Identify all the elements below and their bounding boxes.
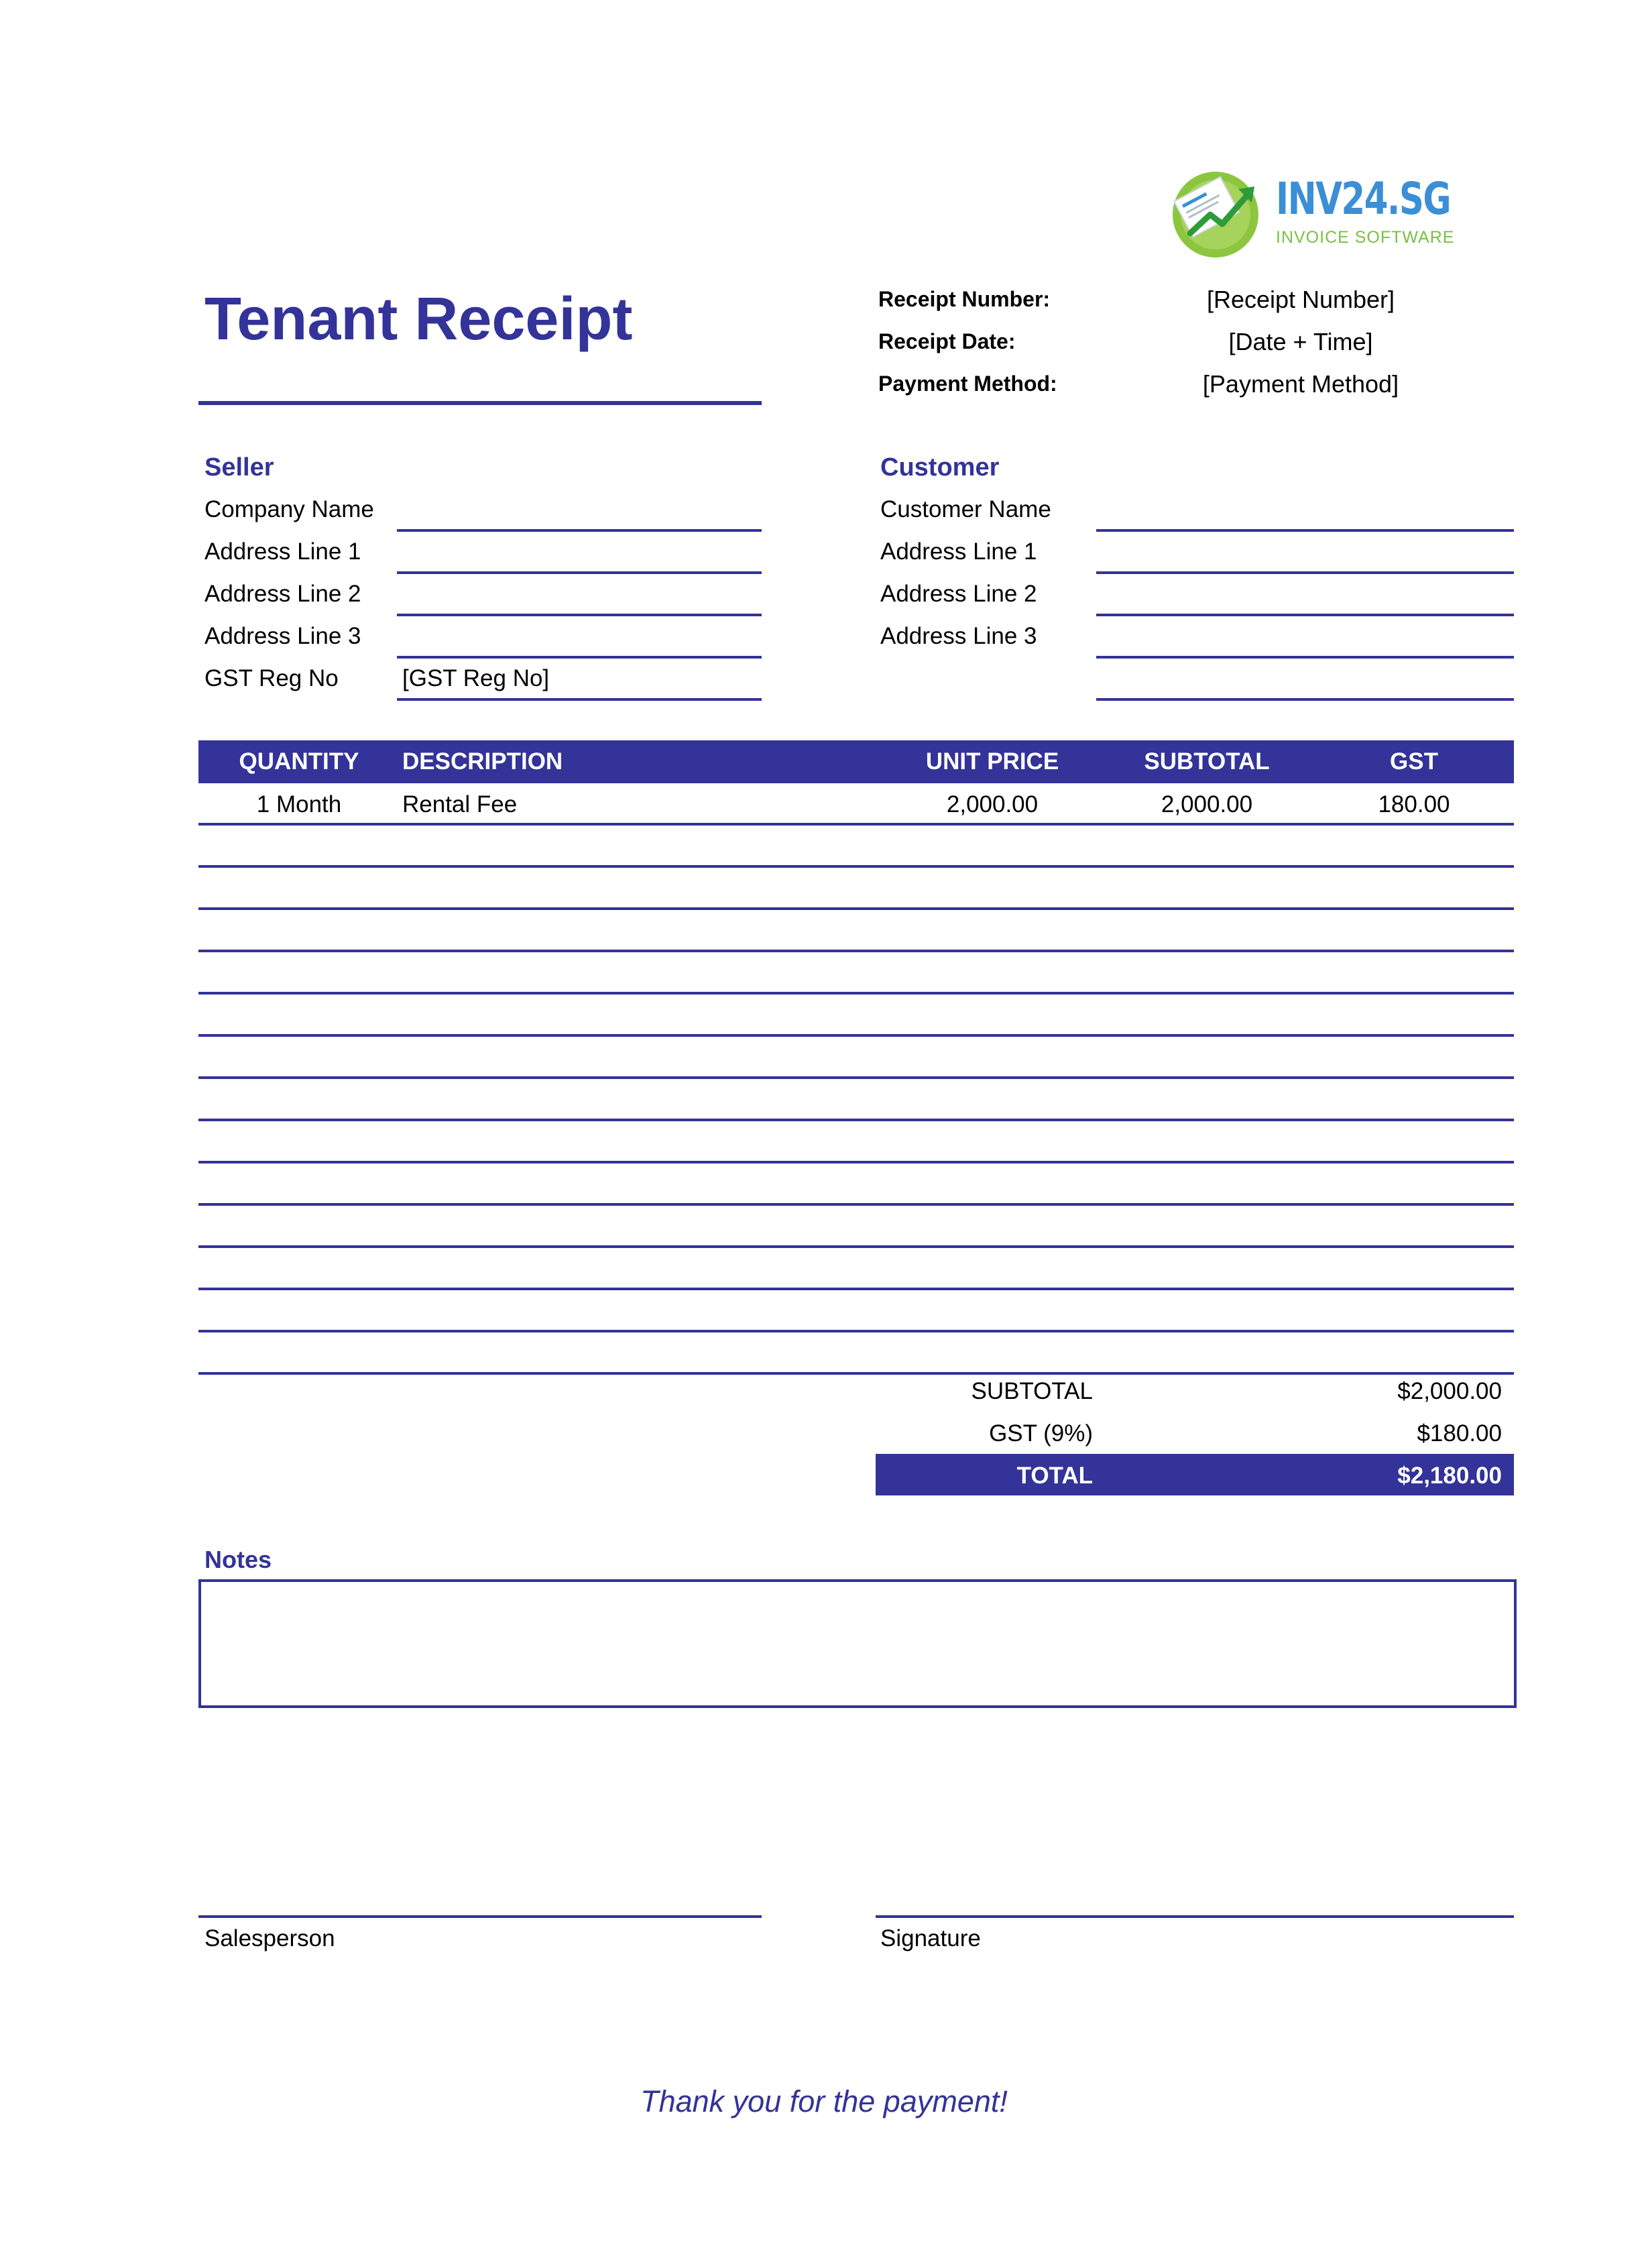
row-divider <box>198 1288 1514 1290</box>
receipt-date-value[interactable]: [Date + Time] <box>1228 328 1373 355</box>
signature-line <box>876 1915 1514 1918</box>
payment-method-label: Payment Method: <box>878 372 1057 396</box>
customer-address-line-2-label: Address Line 2 <box>880 581 1037 607</box>
row-divider <box>198 1034 1514 1037</box>
items-table-header <box>198 740 1514 783</box>
row-divider <box>198 992 1514 995</box>
payment-method-value[interactable]: [Payment Method] <box>1202 370 1399 398</box>
column-header-description: DESCRIPTION <box>402 748 563 775</box>
cell-subtotal[interactable]: 2,000.00 <box>1161 791 1253 817</box>
logo-emblem-icon <box>1163 160 1271 259</box>
customer-heading: Customer <box>880 453 1000 481</box>
seller-field-underline <box>397 698 762 701</box>
row-divider <box>198 1330 1514 1333</box>
seller-field-underline <box>397 571 762 574</box>
salesperson-line <box>198 1915 762 1918</box>
seller-address-line-2-label: Address Line 2 <box>204 581 361 607</box>
customer-field-underline <box>1096 656 1514 659</box>
notes-content[interactable] <box>201 1582 1514 1598</box>
row-divider <box>198 823 1514 826</box>
cell-gst[interactable]: 180.00 <box>1378 791 1450 817</box>
thank-you-message: Thank you for the payment! <box>640 2084 1008 2118</box>
seller-address-line-3-label: Address Line 3 <box>204 623 361 649</box>
logo-tagline: INVOICE SOFTWARE <box>1276 228 1455 247</box>
customer-field-underline <box>1096 698 1514 701</box>
total-label: TOTAL <box>1016 1463 1093 1489</box>
row-divider <box>198 1119 1514 1121</box>
row-divider <box>198 950 1514 952</box>
column-header-subtotal: SUBTOTAL <box>1144 748 1270 775</box>
receipt-date-label: Receipt Date: <box>878 329 1016 353</box>
gst-label: GST (9%) <box>989 1420 1093 1447</box>
customer-field-underline <box>1096 614 1514 616</box>
customer-address-line-3-label: Address Line 3 <box>880 623 1037 649</box>
notes-heading: Notes <box>204 1546 272 1573</box>
column-header-quantity: QUANTITY <box>239 748 359 775</box>
salesperson-label: Salesperson <box>204 1925 335 1951</box>
customer-field-underline <box>1096 529 1514 532</box>
column-header-unit-price: UNIT PRICE <box>925 748 1059 775</box>
seller-company-name-label: Company Name <box>204 496 374 522</box>
receipt-number-label: Receipt Number: <box>878 287 1051 311</box>
seller-field-underline <box>397 656 762 659</box>
total-value: $2,180.00 <box>1397 1463 1502 1489</box>
column-header-gst: GST <box>1390 748 1438 775</box>
row-divider <box>198 865 1514 868</box>
gst-value: $180.00 <box>1417 1420 1502 1447</box>
seller-gst-reg-no-field[interactable]: [GST Reg No] <box>402 665 550 691</box>
row-divider <box>198 1076 1514 1079</box>
row-divider <box>198 1203 1514 1206</box>
receipt-number-value[interactable]: [Receipt Number] <box>1206 286 1395 313</box>
cell-description[interactable]: Rental Fee <box>402 791 518 817</box>
signature-label: Signature <box>880 1925 981 1951</box>
logo-name: INV24.SG <box>1276 173 1451 225</box>
subtotal-value: $2,000.00 <box>1397 1378 1502 1404</box>
seller-field-underline <box>397 614 762 616</box>
subtotal-label: SUBTOTAL <box>971 1378 1093 1404</box>
notes-box[interactable] <box>198 1579 1517 1708</box>
seller-field-underline <box>397 529 762 532</box>
row-divider <box>198 1372 1514 1375</box>
page-title: Tenant Receipt <box>204 286 633 353</box>
customer-field-underline <box>1096 571 1514 574</box>
row-divider <box>198 1161 1514 1164</box>
cell-unit-price[interactable]: 2,000.00 <box>946 791 1039 817</box>
row-divider <box>198 907 1514 910</box>
customer-name-label: Customer Name <box>880 496 1051 522</box>
row-divider <box>198 1245 1514 1248</box>
seller-heading: Seller <box>204 453 274 481</box>
customer-address-line-1-label: Address Line 1 <box>880 538 1037 565</box>
cell-quantity[interactable]: 1 Month <box>256 791 342 817</box>
company-logo <box>1163 160 1478 259</box>
seller-gst-reg-no-label: GST Reg No <box>204 665 339 691</box>
title-underline <box>198 401 762 405</box>
seller-address-line-1-label: Address Line 1 <box>204 538 361 565</box>
